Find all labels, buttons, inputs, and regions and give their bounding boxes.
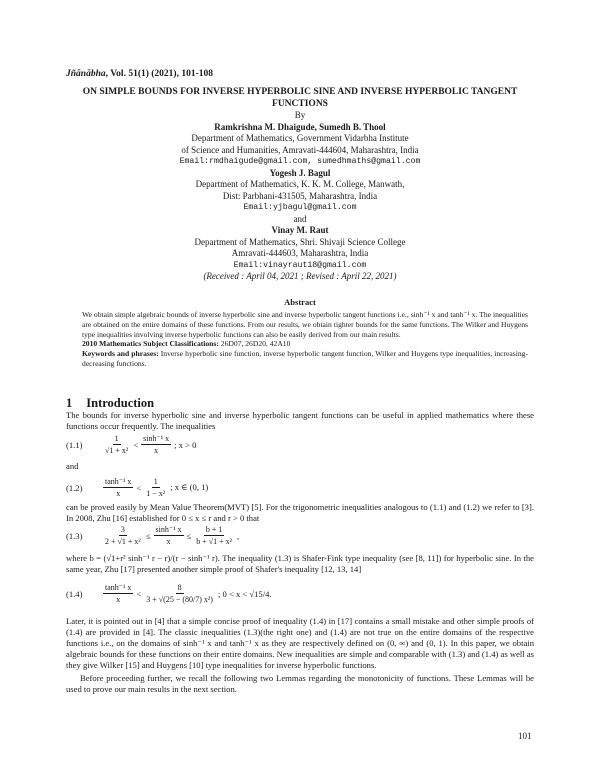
equation-1-2: (1.2) $\frac{\text{tanh⁻¹ x}}{x}$ < $\frac{1}{\text{1 − x²}}$ ; x ∈ (0, 1) [66,477,209,498]
authors-group1: Ramkrishna M. Dhaigude, Sumedh B. Thool [214,121,386,132]
journal-citation [66,69,213,79]
eq-fraction: $\frac{1}{\text{1 − x²}}$ [146,477,166,498]
email-group2: Email:yjbagul@gmail.com [243,203,357,212]
intro-paragraph-3: where b = (√1+r² sinh⁻¹ r − r)/(r − sinh⁻¹ r). The inequality (1.3) is Shafer-Fink type inequality (see [8, 11]) for hyperbolic sine. In the same year, Zhu [17] presented another simple proof of Shafer's inequality [12, 13, 14] [66,553,534,574]
intro-paragraph-2: can be proved easily by Mean Value Theorem(MVT) [5]. For the trigonometric inequalities analogous to (1.1) and (1.2) we refer to [3]. In 2008, Zhu [16] established for 0 ≤ x ≤ r and r > 0 that [66,502,534,523]
received-dates: (Received : April 04, 2021 ; Revised : April 22, 2021) [203,271,397,281]
affiliation-3a: Department of Mathematics, Shri. Shivaji Science College [194,236,406,247]
section-heading [66,396,168,411]
section-title: Introduction [86,396,155,410]
eq-number: (1.4) [66,588,83,599]
eq-number: (1.2) [66,482,83,493]
keywords-value: Inverse hyperbolic sine function, inverse hyperbolic tangent function, Wilker and Huygens type inequalities, increasing-decreasing functions. [82,349,528,368]
affiliation-1b: of Science and Humanities, Amravati-444604, Maharashtra, India [181,144,419,155]
and-connector: and [66,461,79,471]
eq-number: (1.3) [66,530,83,541]
paper-title-line1: ON SIMPLE BOUNDS FOR INVERSE HYPERBOLIC SINE AND INVERSE HYPERBOLIC TANGENT [82,87,518,97]
eq-fraction: $\frac{b + 1}{\text{b + √1 + x²}}$ [196,525,233,546]
abstract-body [82,310,528,369]
eq-fraction: $\frac{\text{tanh⁻¹ x}}{x}$ [105,477,132,498]
authors-group3: Vinay M. Raut [271,225,329,235]
equation-1-4: (1.4) $\frac{\text{tanh⁻¹ x}}{x}$ < $\frac{8}{\text{3 + √(25 − (80/7) x²)}}$ ; 0 < x < √15/4. [66,583,272,604]
affiliation-1a: Department of Mathematics, Government Vidarbha Institute [191,133,409,143]
abstract-heading: Abstract [284,297,316,307]
eq-fraction: $\frac{1}{\text{√1 + x²}}$ [105,434,129,455]
email-group1: Email:rmdhaigude@gmail.com, sumedhmaths@gmail.com [179,157,421,166]
equation-1-1: (1.1) $\frac{1}{\text{√1 + x²}}$ < $\frac{\text{sinh⁻¹ x}}{x}$ ; x > 0 [66,434,197,455]
msc-value: 26D07, 26D20, 42A10 [218,339,291,349]
eq-fraction: $\frac{\text{sinh⁻¹ x}}{x}$ [155,525,182,546]
journal-name: Jñānābha [66,69,106,79]
email-group3: Email:vinayraut18@gmail.com [233,260,367,270]
msc-line [82,339,528,349]
page-number: 101 [518,731,532,741]
and-label: and [293,213,307,224]
affiliation-3b: Amravati-444603, Maharashtra, India [231,248,369,258]
equation-1-3: (1.3) $\frac{3}{\text{2 + √1 + x²}}$ ≤ $\frac{\text{sinh⁻¹ x}}{x}$ ≤ $\frac{b + 1}{\text{b + √1 + x²}}$ , [66,525,240,546]
authors-group2: Yogesh J. Bagul [269,167,331,178]
section-number: 1 [66,396,73,410]
keywords-line [82,349,528,369]
msc-label: 2010 Mathematics Subject Classifications: [82,339,219,349]
keywords-label: Keywords and phrases: [82,349,159,359]
affiliation-2a: Department of Mathematics, K. K. M. College, Manwath, [195,179,405,189]
title-block [60,87,540,283]
eq-number: (1.1) [66,439,83,450]
eq-fraction: $\frac{3}{\text{2 + √1 + x²}}$ [105,525,141,546]
eq-fraction: $\frac{\text{sinh⁻¹ x}}{x}$ [143,434,170,455]
intro-paragraph-1: The bounds for inverse hyperbolic sine and inverse hyperbolic tangent functions can be useful in applied mathematics where these functions occur frequently. The inequalities [66,410,534,431]
journal-volume: , Vol. 51(1) (2021), 101-108 [105,69,214,79]
intro-paragraph-5: Before proceeding further, we recall the following two Lemmas regarding the monotonicity of functions. These Lemmas will be used to prove our main results in the next section. [66,673,534,694]
affiliation-2b: Dist: Parbhani-431505, Maharashtra, India [222,190,378,201]
eq-fraction: $\frac{8}{\text{3 + √(25 − (80/7) x²)}}$ [146,583,213,604]
intro-paragraph-4: Later, it is pointed out in [4] that a simple concise proof of inequality (1.4) in [17] contains a small mistake and other simple proofs of (1.4) are provided in [4]. The classic inequalities (1.3)(the right one) and (1.4) are not true on the entire domains of the respective functions i.e., on the domains of sinh⁻¹ x and tanh⁻¹ x as they are respectively defined on (0, ∞) and (0, 1). In this paper, we obtain algebraic bounds for these functions on their entire domains. New inequalities are simple and comparable with (1.3) and (1.4) as well as they give Wilker [15] and Huygens [10] type inequalities for inverse hyperbolic functions. [66,616,534,670]
by-label: By [294,110,306,120]
eq-fraction: $\frac{\text{tanh⁻¹ x}}{x}$ [105,583,132,604]
paper-title-line2: FUNCTIONS [272,98,328,109]
abstract-text: We obtain simple algebraic bounds of inverse hyperbolic sine and inverse hyperbolic tangent functions i.e., sinh⁻¹ x and tanh⁻¹ x. The inequalities are obtained on the entire domains of these functions. From our results, we obtain tighter bounds for the same functions. The Wilker and Huygens type inequalities involving inverse hyperbolic functions can also be easily derived from our main results. [82,310,528,339]
